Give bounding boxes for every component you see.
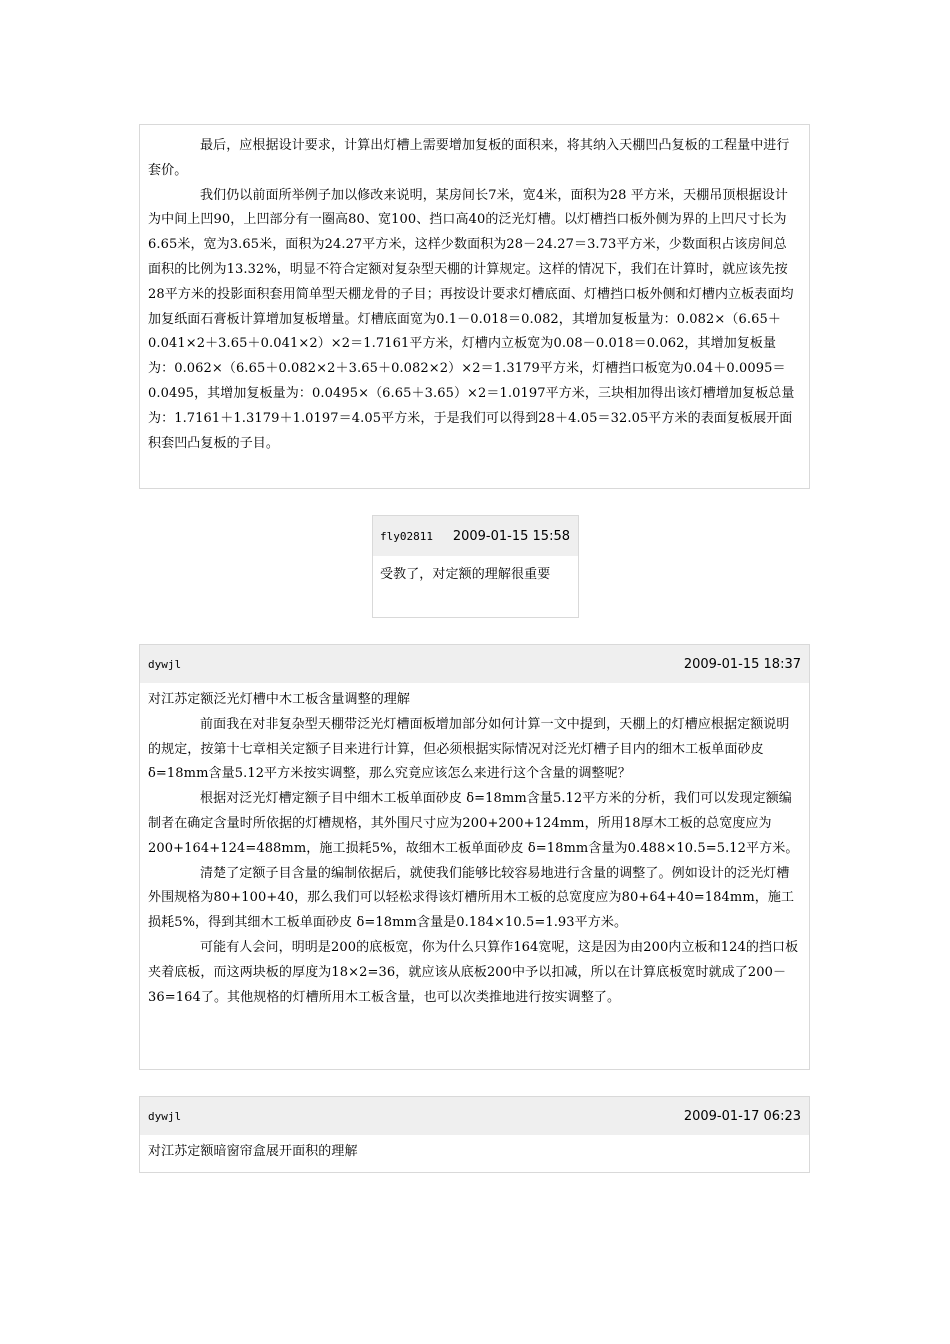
post-body <box>140 1135 809 1165</box>
post-header <box>140 1097 809 1135</box>
paragraph: 可能有人会问，明明是200的底板宽，你为什么只算作164宽呢，这是因为由200内立板和124的挡口板夹着底板，而这两块板的厚度为18×2=36，就应该从底板200中予以扣减，所以在计算底板宽时就成了200－36=164了。其他规格的灯槽所用木工板含量，也可以次类推地进行按实调整了。 <box>148 939 799 1005</box>
post-date: 2009-01-15 18:37 <box>683 656 801 672</box>
post-title: 对江苏定额暗窗帘盒展开面积的理解 <box>148 1144 358 1159</box>
reply-post <box>372 515 579 618</box>
post-body <box>140 125 809 456</box>
post-body <box>140 683 809 1010</box>
paragraph: 根据对泛光灯槽定额子目中细木工板单面砂皮 δ=18mm含量5.12平方米的分析，我们可以发现定额编制者在确定含量时所依据的灯槽规格，其外围尺寸应为200+200+124mm，所用18厚木工板的总宽度应为200+164+124=488mm，施工损耗5%，故细木工板单面砂皮 δ=18mm含量为0.488×10.5=5.12平方米。 <box>148 791 799 856</box>
post-date: 2009-01-15 15:58 <box>452 528 570 544</box>
forum-post <box>139 1096 810 1173</box>
post-header <box>373 516 578 556</box>
post-author[interactable]: dywjl <box>148 1109 182 1123</box>
post-content: 受教了，对定额的理解很重要 <box>380 567 551 582</box>
paragraph: 最后，应根据设计要求，计算出灯槽上需要增加复板的面积来，将其纳入天棚凹凸复板的工程量中进行套价。 <box>148 138 790 178</box>
post-continuation <box>139 124 810 489</box>
post-author[interactable]: dywjl <box>148 657 182 671</box>
post-date: 2009-01-17 06:23 <box>683 1108 801 1124</box>
post-author[interactable]: fly02811 <box>380 529 433 543</box>
paragraph: 我们仍以前面所举例子加以修改来说明，某房间长7米，宽4米，面积为28 平方米，天棚吊顶根据设计为中间上凹90，上凹部分有一圈高80、宽100、挡口高40的泛光灯槽。以灯槽挡口板外侧为界的上凹尺寸长为6.65米，宽为3.65米，面积为24.27平方米，这样少数面积为28－24.27＝3.73平方米，少数面积占该房间总面积的比例为13.32%，明显不符合定额对复杂型天棚的计算规定。这样的情况下，我们在计算时，就应该先按28平方米的投影面积套用简单型天棚龙骨的子目；再按设计要求灯槽底面、灯槽挡口板外侧和灯槽内立板表面均加复纸面石膏板计算增加复板增量。灯槽底面宽为0.1－0.018＝0.082，其增加复板量为：0.082×（6.65＋0.041×2＋3.65＋0.041×2）×2＝1.7161平方米，灯槽内立板宽为0.08－0.018＝0.062，其增加复板量为：0.062×（6.65＋0.082×2＋3.65＋0.082×2）×2＝1.3179平方米，灯槽挡口板宽为0.04＋0.0095＝0.0495，其增加复板量为：0.0495×（6.65＋3.65）×2＝1.0197平方米，三块相加得出该灯槽增加复板总量为：1.7161＋1.3179＋1.0197＝4.05平方米，于是我们可以得到28＋4.05＝32.05平方米的表面复板展开面积套凹凸复板的子目。 <box>148 187 795 451</box>
post-title: 对江苏定额泛光灯槽中木工板含量调整的理解 <box>148 692 411 707</box>
paragraph: 清楚了定额子目含量的编制依据后，就使我们能够比较容易地进行含量的调整了。例如设计的泛光灯槽外围规格为80+100+40，那么我们可以轻松求得该灯槽所用木工板的总宽度应为80+64+40=184mm，施工损耗5%，得到其细木工板单面砂皮 δ=18mm含量是0.184×10.5=1.93平方米。 <box>148 865 795 931</box>
post-body <box>373 556 578 588</box>
forum-post <box>139 644 810 1070</box>
paragraph: 前面我在对非复杂型天棚带泛光灯槽面板增加部分如何计算一文中提到，天棚上的灯槽应根据定额说明的规定，按第十七章相关定额子目来进行计算，但必须根据实际情况对泛光灯槽子目内的细木工板单面砂皮 δ=18mm含量5.12平方米按实调整，那么究竟应该怎么来进行这个含量的调整呢？ <box>148 716 790 782</box>
post-header <box>140 645 809 683</box>
